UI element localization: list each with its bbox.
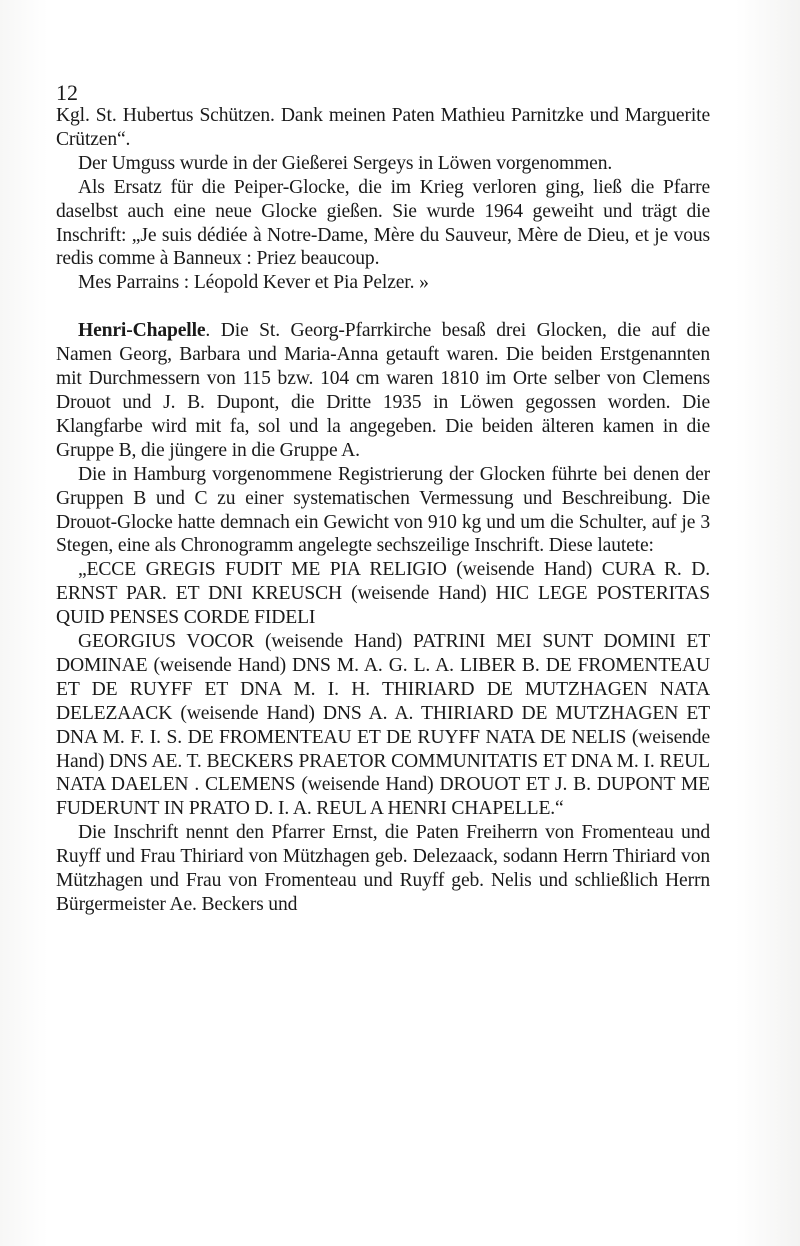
inscription-paragraph: GEORGIUS VOCOR (weisende Hand) PATRINI MEI SUNT DOMINI ET DOMINAE (weisende Hand) DNS M. A. G. L. A. LIBER B. DE FROMENTEAU ET DE RUYFF ET DNA M. I. H. THIRIARD DE MUTZHAGEN NATA DELEZAACK (weisende Hand) DNS A. A. THIRIARD DE MUTZHAGEN ET DNA M. F. I. S. DE FROMENTEAU ET DE RUYFF NATA DE NELIS (weisende Hand) DNS AE. T. BECKERS PRAETOR COMMUNITATIS ET DNA M. I. REUL NATA DAELEN . CLEMENS (weisende Hand) DROUOT ET J. B. DUPONT ME FUDERUNT IN PRATO D. I. A. REUL A HENRI CHAPELLE.“ [56,631,710,820]
body-text [56,104,710,917]
paragraph-text: . Die St. Georg-Pfarrkirche besaß drei Glocken, die auf die Namen Georg, Barbara und Maria-Anna getauft waren. Die beiden Erstgenannten mit Durchmessern von 115 bzw. 104 cm waren 1810 im Orte selber von Clemens Drouot und J. B. Dupont, die Dritte 1935 in Löwen gegossen worden. Die Klangfarbe wird mit fa, sol und la angegeben. Die beiden älteren kamen in die Gruppe B, die jüngere in die Gruppe A. [56,320,710,461]
inscription-paragraph: „ECCE GREGIS FUDIT ME PIA RELIGIO (weisende Hand) CURA R. D. ERNST PAR. ET DNI KREUSCH (weisende Hand) HIC LEGE POSTERITAS QUID PENSES CORDE FIDELI [56,559,710,629]
paragraph: Die Inschrift nennt den Pfarrer Ernst, die Paten Freiherrn von Fromenteau und Ruyff und Frau Thiriard von Mützhagen geb. Delezaack, sodann Herrn Thiriard von Mützhagen und Frau von Fromenteau und Ruyff geb. Nelis und schließlich Herrn Bürgermeister Ae. Beckers und [56,822,710,915]
paragraph: Mes Parrains : Léopold Kever et Pia Pelzer. » [78,272,429,294]
paragraph: Kgl. St. Hubertus Schützen. Dank meinen Paten Mathieu Parnitzke und Marguerite Crützen“. [56,105,710,150]
paragraph: Als Ersatz für die Peiper-Glocke, die im Krieg verloren ging, ließ die Pfarre daselbst auch eine neue Glocke gießen. Sie wurde 1964 geweiht und trägt die Inschrift: „Je suis dédiée à Notre-Dame, Mère du Sauveur, Mère de Dieu, et je vous redis comme à Banneux : Priez beaucoup. [56,176,710,270]
section-paragraph-henri-chapelle [56,319,710,462]
paragraph: Der Umguss wurde in der Gießerei Sergeys in Löwen vorgenommen. [78,152,613,174]
page-number: 12 [56,80,78,105]
section-heading: Henri-Chapelle [78,320,206,342]
paragraph: Die in Hamburg vorgenommene Registrierung der Glocken führte bei denen der Gruppen B und C zu einer systematischen Vermessung und Beschreibung. Die Drouot-Glocke hatte demnach ein Gewicht von 910 kg und um die Schulter, auf je 3 Stegen, eine als Chronogramm angelegte sechszeilige Inschrift. Diese lautete: [56,463,710,557]
